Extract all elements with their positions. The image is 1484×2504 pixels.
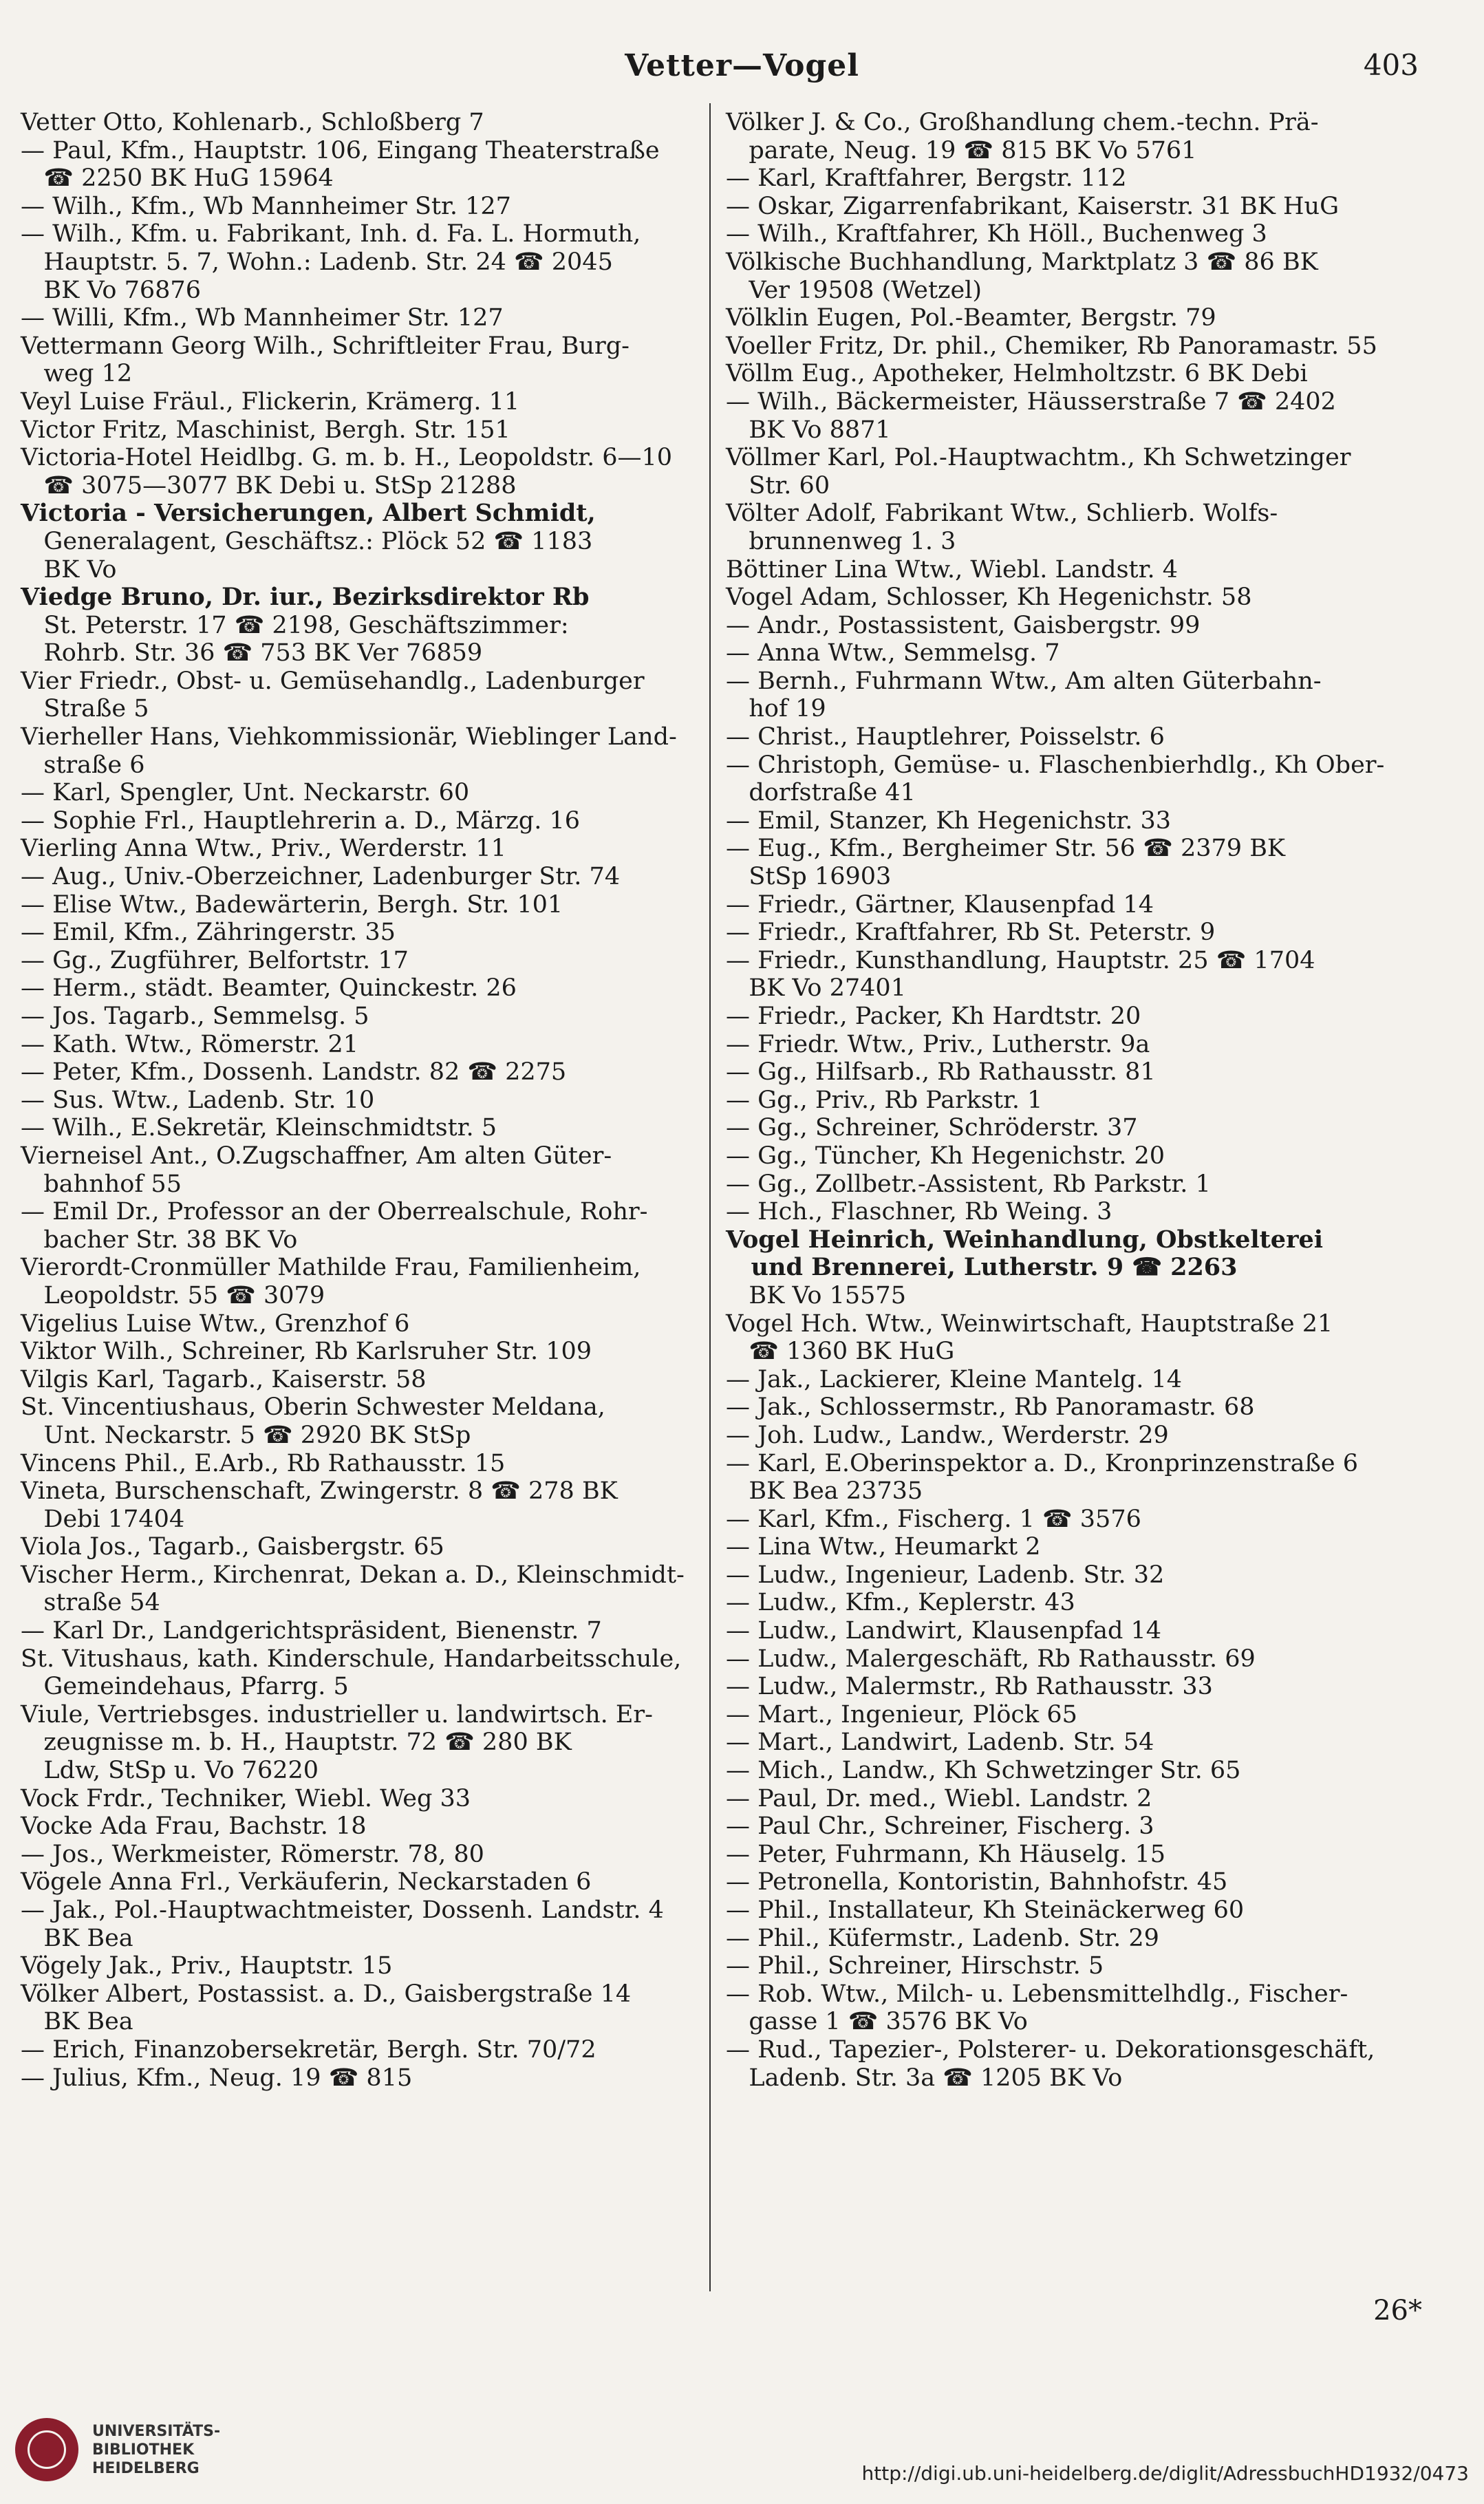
seal-icon	[15, 2418, 78, 2481]
directory-entry-line: — Emil, Kfm., Zähringerstr. 35	[21, 919, 396, 947]
directory-entry-line: — Mich., Landw., Kh Schwetzinger Str. 65	[726, 1757, 1241, 1785]
directory-entry-line: — Ludw., Malergeschäft, Rb Rathausstr. 69	[726, 1645, 1256, 1673]
directory-entry-line: St. Vitushaus, kath. Kinderschule, Handarbeitsschule,	[21, 1645, 682, 1673]
directory-entry-line: weg 12	[21, 360, 133, 388]
directory-entry-line: parate, Neug. 19 ☎ 815 BK Vo 5761	[726, 136, 1197, 164]
directory-entry-line: — Gg., Zugführer, Belfortstr. 17	[21, 946, 409, 974]
directory-entry-line: ☎ 1360 BK HuG	[726, 1338, 955, 1366]
directory-entry-line: — Ludw., Landwirt, Klausenpfad 14	[726, 1617, 1162, 1645]
directory-entry-line: — Friedr., Kunsthandlung, Hauptstr. 25 ☎ 1704	[726, 946, 1315, 974]
directory-entry-line: — Friedr., Gärtner, Klausenpfad 14	[726, 890, 1154, 919]
directory-entry-line: — Gg., Schreiner, Schröderstr. 37	[726, 1114, 1138, 1142]
directory-entry-line: — Emil, Stanzer, Kh Hegenichstr. 33	[726, 806, 1171, 835]
directory-entry-line: Vischer Herm., Kirchenrat, Dekan a. D., Kleinschmidt-	[21, 1561, 685, 1589]
directory-entry-line: — Paul, Dr. med., Wiebl. Landstr. 2	[726, 1784, 1152, 1812]
directory-entry-line: Völklin Eugen, Pol.-Beamter, Bergstr. 79	[726, 304, 1216, 332]
directory-entry-line: Viola Jos., Tagarb., Gaisbergstr. 65	[21, 1533, 444, 1561]
directory-entry-line: Vincens Phil., E.Arb., Rb Rathausstr. 15	[21, 1449, 506, 1477]
directory-entry-line: — Gg., Zollbetr.-Assistent, Rb Parkstr. 1	[726, 1170, 1211, 1198]
directory-entry-line: — Anna Wtw., Semmelsg. 7	[726, 639, 1060, 667]
directory-entry-line: Vigelius Luise Wtw., Grenzhof 6	[21, 1309, 410, 1338]
page-number: 403	[1363, 48, 1419, 82]
directory-entry-line: — Andr., Postassistent, Gaisbergstr. 99	[726, 611, 1201, 639]
directory-entry-line: — Gg., Priv., Rb Parkstr. 1	[726, 1086, 1043, 1114]
directory-entry-line: Böttiner Lina Wtw., Wiebl. Landstr. 4	[726, 555, 1179, 584]
directory-entry-line: Viedge Bruno, Dr. iur., Bezirksdirektor Rb	[21, 583, 590, 612]
directory-entry-line: Rohrb. Str. 36 ☎ 753 BK Ver 76859	[21, 639, 483, 667]
left-column	[21, 109, 691, 2092]
directory-entry-line: — Rob. Wtw., Milch- u. Lebensmittelhdlg., Fischer-	[726, 1980, 1348, 2008]
directory-entry-line: — Sophie Frl., Hauptlehrerin a. D., Märzg. 16	[21, 806, 580, 835]
directory-entry-line: — Hch., Flaschner, Rb Weing. 3	[726, 1198, 1112, 1226]
directory-entry-line: — Julius, Kfm., Neug. 19 ☎ 815	[21, 2064, 413, 2092]
directory-entry-line: — Ludw., Kfm., Keplerstr. 43	[726, 1589, 1075, 1617]
directory-entry-line: — Karl, Spengler, Unt. Neckarstr. 60	[21, 779, 470, 807]
directory-entry-line: Gemeindehaus, Pfarrg. 5	[21, 1673, 349, 1701]
directory-entry-line: Völker J. & Co., Großhandlung chem.-techn. Prä-	[726, 109, 1319, 136]
directory-entry-line: und Brennerei, Lutherstr. 9 ☎ 2263	[726, 1253, 1238, 1282]
directory-entry-line: Vierheller Hans, Viehkommissionär, Wieblinger Land-	[21, 723, 677, 751]
directory-entry-line: — Willi, Kfm., Wb Mannheimer Str. 127	[21, 304, 504, 332]
directory-entry-line: — Wilh., Kfm. u. Fabrikant, Inh. d. Fa. L. Hormuth,	[21, 220, 641, 248]
right-column	[726, 109, 1397, 2092]
directory-entry-line: Völkische Buchhandlung, Marktplatz 3 ☎ 86 BK	[726, 248, 1318, 276]
directory-entry-line: BK Vo	[21, 555, 117, 584]
directory-entry-line: Vetter Otto, Kohlenarb., Schloßberg 7	[21, 109, 484, 136]
directory-entry-line: — Paul Chr., Schreiner, Fischerg. 3	[726, 1812, 1154, 1841]
directory-entry-line: — Karl, Kfm., Fischerg. 1 ☎ 3576	[726, 1505, 1141, 1533]
directory-entry-line: straße 54	[21, 1589, 160, 1617]
logo-text	[92, 2422, 220, 2478]
directory-entry-line: — Paul, Kfm., Hauptstr. 106, Eingang Theaterstraße	[21, 136, 660, 164]
directory-entry-line: BK Vo 76876	[21, 276, 201, 304]
directory-entry-line: Generalagent, Geschäftsz.: Plöck 52 ☎ 1183	[21, 527, 593, 555]
directory-entry-line: Vogel Adam, Schlosser, Kh Hegenichstr. 58	[726, 584, 1252, 612]
directory-entry-line: Völter Adolf, Fabrikant Wtw., Schlierb. Wolfs-	[726, 500, 1278, 528]
directory-entry-line: — Erich, Finanzobersekretär, Bergh. Str. 70/72	[21, 2035, 596, 2064]
directory-entry-line: BK Vo 15575	[726, 1281, 906, 1309]
directory-entry-line: — Wilh., Kfm., Wb Mannheimer Str. 127	[21, 192, 511, 220]
directory-entry-line: — Mart., Landwirt, Ladenb. Str. 54	[726, 1729, 1154, 1757]
directory-entry-line: — Jos. Tagarb., Semmelsg. 5	[21, 1003, 369, 1030]
directory-entry-line: — Ludw., Malermstr., Rb Rathausstr. 33	[726, 1673, 1213, 1701]
directory-entry-line: — Friedr. Wtw., Priv., Lutherstr. 9a	[726, 1030, 1150, 1058]
logo-line: BIBLIOTHEK	[92, 2441, 195, 2459]
directory-entry-line: straße 6	[21, 751, 145, 779]
directory-entry-line: ☎ 3075—3077 BK Debi u. StSp 21288	[21, 471, 517, 500]
logo-line: UNIVERSITÄTS-	[92, 2422, 221, 2440]
directory-entry-line: Voeller Fritz, Dr. phil., Chemiker, Rb Panoramastr. 55	[726, 332, 1377, 360]
directory-entry-line: — Jos., Werkmeister, Römerstr. 78, 80	[21, 1840, 484, 1868]
signature-mark: 26*	[1373, 2295, 1422, 2326]
directory-entry-line: BK Vo 27401	[726, 974, 906, 1003]
directory-entry-line: Völlm Eug., Apotheker, Helmholtzstr. 6 BK Debi	[726, 360, 1308, 388]
directory-entry-line: BK Bea	[21, 2008, 133, 2036]
directory-entry-line: — Mart., Ingenieur, Plöck 65	[726, 1700, 1077, 1729]
directory-entry-line: Vierordt-Cronmüller Mathilde Frau, Familienheim,	[21, 1254, 641, 1282]
directory-entry-line: — Jak., Schlossermstr., Rb Panoramastr. 68	[726, 1393, 1255, 1422]
directory-entry-line: — Wilh., Bäckermeister, Häusserstraße 7 ☎ 2402	[726, 387, 1336, 416]
directory-entry-line: Hauptstr. 5. 7, Wohn.: Ladenb. Str. 24 ☎ 2045	[21, 248, 613, 276]
directory-entry-line: hof 19	[726, 695, 826, 723]
directory-entry-line: gasse 1 ☎ 3576 BK Vo	[726, 2008, 1028, 2036]
directory-entry-line: bahnhof 55	[21, 1170, 182, 1198]
directory-entry-line: — Elise Wtw., Badewärterin, Bergh. Str. 101	[21, 890, 563, 919]
directory-entry-line: Leopoldstr. 55 ☎ 3079	[21, 1281, 325, 1309]
directory-entry-line: Vocke Ada Frau, Bachstr. 18	[21, 1812, 367, 1841]
directory-entry-line: Victor Fritz, Maschinist, Bergh. Str. 151	[21, 416, 510, 444]
directory-entry-line: — Christ., Hauptlehrer, Poisselstr. 6	[726, 723, 1165, 751]
directory-entry-line: — Ludw., Ingenieur, Ladenb. Str. 32	[726, 1561, 1165, 1589]
directory-entry-line: Völker Albert, Postassist. a. D., Gaisbergstraße 14	[21, 1980, 632, 2008]
directory-entry-line: Straße 5	[21, 695, 149, 723]
page-title: Vetter—Vogel	[625, 48, 859, 83]
directory-entry-line: Debi 17404	[21, 1505, 185, 1533]
directory-entry-line: Vier Friedr., Obst- u. Gemüsehandlg., Ladenburger	[21, 667, 645, 695]
logo-line: HEIDELBERG	[92, 2459, 200, 2477]
directory-entry-line: — Herm., städt. Beamter, Quinckestr. 26	[21, 974, 517, 1003]
directory-entry-line: Völlmer Karl, Pol.-Hauptwachtm., Kh Schwetzinger	[726, 444, 1351, 472]
directory-entry-line: bacher Str. 38 BK Vo	[21, 1226, 298, 1254]
directory-entry-line: — Petronella, Kontoristin, Bahnhofstr. 45	[726, 1868, 1228, 1896]
directory-entry-line: Viktor Wilh., Schreiner, Rb Karlsruher Str. 109	[21, 1338, 592, 1366]
directory-entry-line: Viule, Vertriebsges. industrieller u. landwirtsch. Er-	[21, 1700, 653, 1729]
directory-entry-line: — Joh. Ludw., Landw., Werderstr. 29	[726, 1421, 1169, 1449]
directory-entry-line: — Phil., Küfermstr., Ladenb. Str. 29	[726, 1924, 1159, 1952]
directory-entry-line: Victoria - Versicherungen, Albert Schmidt,	[21, 499, 596, 528]
directory-entry-line: — Bernh., Fuhrmann Wtw., Am alten Güterbahn-	[726, 667, 1322, 695]
directory-entry-line: — Peter, Kfm., Dossenh. Landstr. 82 ☎ 2275	[21, 1058, 567, 1087]
directory-entry-line: — Oskar, Zigarrenfabrikant, Kaiserstr. 31 BK HuG	[726, 192, 1340, 220]
directory-entry-line: Ldw, StSp u. Vo 76220	[21, 1757, 319, 1785]
directory-entry-line: — Karl, Kraftfahrer, Bergstr. 112	[726, 164, 1127, 193]
directory-entry-line: — Kath. Wtw., Römerstr. 21	[21, 1030, 358, 1058]
directory-entry-line: Veyl Luise Fräul., Flickerin, Krämerg. 11	[21, 387, 520, 416]
directory-entry-line: Vierling Anna Wtw., Priv., Werderstr. 11	[21, 835, 506, 863]
directory-entry-line: zeugnisse m. b. H., Hauptstr. 72 ☎ 280 BK	[21, 1729, 572, 1757]
directory-entry-line: Ladenb. Str. 3a ☎ 1205 BK Vo	[726, 2064, 1123, 2092]
directory-entry-line: Vögele Anna Frl., Verkäuferin, Neckarstaden 6	[21, 1868, 592, 1896]
directory-entry-line: Unt. Neckarstr. 5 ☎ 2920 BK StSp	[21, 1421, 471, 1449]
directory-entry-line: Ver 19508 (Wetzel)	[726, 276, 982, 304]
directory-entry-line: — Sus. Wtw., Ladenb. Str. 10	[21, 1086, 375, 1114]
directory-entry-line: — Jak., Pol.-Hauptwachtmeister, Dossenh. Landstr. 4	[21, 1896, 664, 1924]
directory-entry-line: — Rud., Tapezier-, Polsterer- u. Dekorationsgeschäft,	[726, 2035, 1375, 2064]
directory-entry-line: Victoria-Hotel Heidlbg. G. m. b. H., Leopoldstr. 6—10	[21, 444, 673, 472]
directory-entry-line: Str. 60	[726, 471, 830, 500]
directory-entry-line: — Phil., Installateur, Kh Steinäckerweg 60	[726, 1896, 1245, 1924]
directory-entry-line: — Wilh., E.Sekretär, Kleinschmidtstr. 5	[21, 1114, 497, 1142]
directory-entry-line: — Phil., Schreiner, Hirschstr. 5	[726, 1952, 1104, 1980]
directory-entry-line: dorfstraße 41	[726, 779, 916, 807]
directory-entry-line: — Emil Dr., Professor an der Oberrealschule, Rohr-	[21, 1198, 648, 1226]
directory-entry-line: — Eug., Kfm., Bergheimer Str. 56 ☎ 2379 BK	[726, 835, 1286, 863]
directory-entry-line: Vogel Heinrich, Weinhandlung, Obstkelterei	[726, 1225, 1324, 1254]
column-divider	[709, 103, 711, 2291]
directory-entry-line: — Gg., Hilfsarb., Rb Rathausstr. 81	[726, 1058, 1156, 1087]
directory-entry-line: — Wilh., Kraftfahrer, Kh Höll., Buchenweg 3	[726, 220, 1267, 248]
directory-entry-line: brunnenweg 1. 3	[726, 527, 956, 555]
directory-entry-line: ☎ 2250 BK HuG 15964	[21, 164, 334, 193]
directory-entry-line: StSp 16903	[726, 863, 892, 891]
directory-entry-line: — Friedr., Packer, Kh Hardtstr. 20	[726, 1003, 1141, 1030]
directory-entry-line: Vilgis Karl, Tagarb., Kaiserstr. 58	[21, 1365, 427, 1393]
directory-entry-line: — Aug., Univ.-Oberzeichner, Ladenburger Str. 74	[21, 863, 621, 891]
directory-entry-line: BK Vo 8871	[726, 416, 891, 444]
directory-entry-line: — Karl Dr., Landgerichtspräsident, Bienenstr. 7	[21, 1617, 602, 1645]
directory-entry-line: — Jak., Lackierer, Kleine Mantelg. 14	[726, 1365, 1183, 1393]
source-url[interactable]: http://digi.ub.uni-heidelberg.de/diglit/AdressbuchHD1932/0473	[861, 2462, 1469, 2485]
directory-entry-line: Vögely Jak., Priv., Hauptstr. 15	[21, 1952, 393, 1980]
directory-entry-line: Vock Frdr., Techniker, Wiebl. Weg 33	[21, 1784, 471, 1812]
directory-entry-line: Vierneisel Ant., O.Zugschaffner, Am alten Güter-	[21, 1142, 612, 1170]
directory-entry-line: Vettermann Georg Wilh., Schriftleiter Frau, Burg-	[21, 332, 630, 360]
directory-entry-line: St. Vincentiushaus, Oberin Schwester Meldana,	[21, 1393, 605, 1422]
directory-entry-line: — Lina Wtw., Heumarkt 2	[726, 1533, 1041, 1561]
directory-entry-line: — Karl, E.Oberinspektor a. D., Kronprinzenstraße 6	[726, 1449, 1359, 1477]
directory-entry-line: — Peter, Fuhrmann, Kh Häuselg. 15	[726, 1840, 1166, 1868]
directory-entry-line: St. Peterstr. 17 ☎ 2198, Geschäftszimmer:	[21, 611, 569, 639]
directory-entry-line: BK Bea 23735	[726, 1477, 923, 1506]
directory-entry-line: Vineta, Burschenschaft, Zwingerstr. 8 ☎ 278 BK	[21, 1477, 618, 1506]
directory-entry-line: — Friedr., Kraftfahrer, Rb St. Peterstr. 9	[726, 919, 1216, 947]
directory-entry-line: BK Bea	[21, 1924, 133, 1952]
directory-entry-line: — Gg., Tüncher, Kh Hegenichstr. 20	[726, 1142, 1165, 1170]
directory-entry-line: Vogel Hch. Wtw., Weinwirtschaft, Hauptstraße 21	[726, 1309, 1333, 1338]
directory-entry-line: — Christoph, Gemüse- u. Flaschenbierhdlg., Kh Ober-	[726, 751, 1385, 779]
library-logo[interactable]	[15, 2412, 263, 2487]
